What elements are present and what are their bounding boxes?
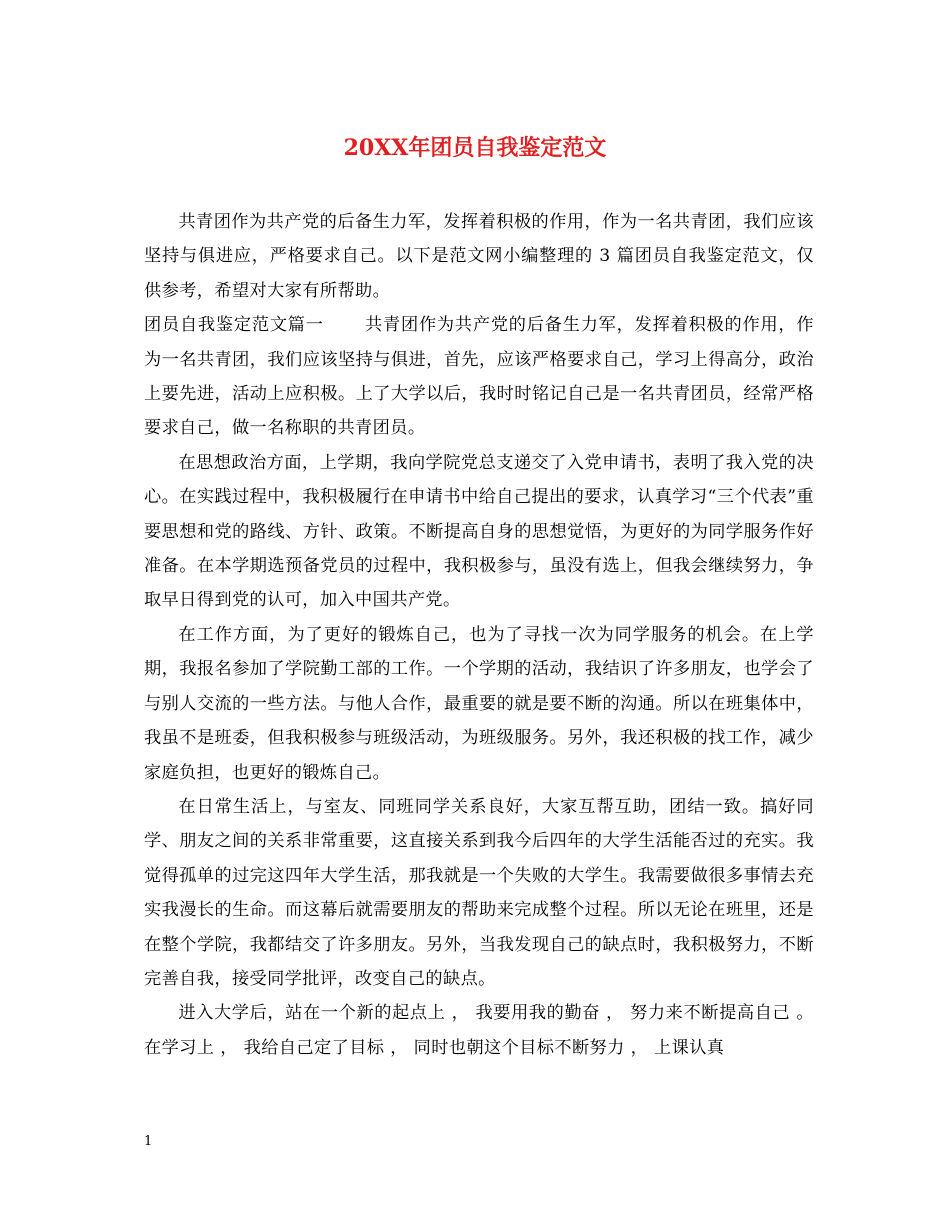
section-heading: 团员自我鉴定范文篇一 — [144, 315, 324, 336]
body-paragraph: 在思想政治方面，上学期，我向学院党总支递交了入党申请书，表明了我入党的决心。在实践过程中，我积极履行在申请书中给自己提出的要求，认真学习“三个代表”重要思想和党的路线、方针、政策。不断提高自身的思想觉悟，为更好的为同学服务作好准备。在本学期选预备党员的过程中，我积极参与，虽没有选上，但我会继续努力，争取早日得到党的认可，加入中国共产党。 — [144, 452, 814, 611]
body-paragraph: 在日常生活上，与室友、同班同学关系良好，大家互帮互助，团结一致。搞好同学、朋友之间的关系非常重要，这直接关系到我今后四年的大学生活能否过的充实。我觉得孤单的过完这四年大学生活，那我就是一个失败的大学生。我需要做很多事情去充实我漫长的生命。而这幕后就需要朋友的帮助来完成整个过程。所以无论在班里，还是在整个学院，我都结交了许多朋友。另外，当我发现自己的缺点时，我积极努力，不断完善自我，接受同学批评，改变自己的缺点。 — [144, 796, 814, 989]
section-lead-text: 共青团作为共产党的后备生力军，发挥着积极的作用，作为一名共青团，我们应该坚持与俱进，首先，应该严格要求自己，学习上得高分，政治上要先进，活动上应积极。上了大学以后，我时时铭记自己是一名共青团员，经常严格要求自己，做一名称职的共青团员。 — [144, 315, 814, 439]
document-title: 20XX年团员自我鉴定范文 — [343, 135, 607, 161]
body-paragraph: 进入大学后，站在一个新的起点上 ， 我要用我的勤奋 ， 努力来不断提高自己 。 在学习上 ， 我给自己定了目标 ， 同时也朝这个目标不断努力 ， 上课认真 — [144, 1003, 814, 1058]
document-body — [144, 205, 814, 1065]
body-paragraph: 在工作方面，为了更好的锻炼自己，也为了寻找一次为同学服务的机会。在上学期，我报名参加了学院勤工部的工作。一个学期的活动，我结识了许多朋友，也学会了与别人交流的一些方法。与他人合作，最重要的就是要不断的沟通。所以在班集体中，我虽不是班委，但我积极参与班级活动，为班级服务。另外，我还积极的找工作，减少家庭负担，也更好的锻炼自己。 — [144, 624, 814, 783]
intro-paragraph: 共青团作为共产党的后备生力军，发挥着积极的作用，作为一名共青团，我们应该坚持与俱进应，严格要求自己。以下是范文网小编整理的 3 篇团员自我鉴定范文，仅供参考，希望对大家有所帮助。 — [144, 212, 814, 301]
page-number: 1 — [144, 1134, 153, 1149]
section-one-paragraph — [144, 308, 814, 446]
